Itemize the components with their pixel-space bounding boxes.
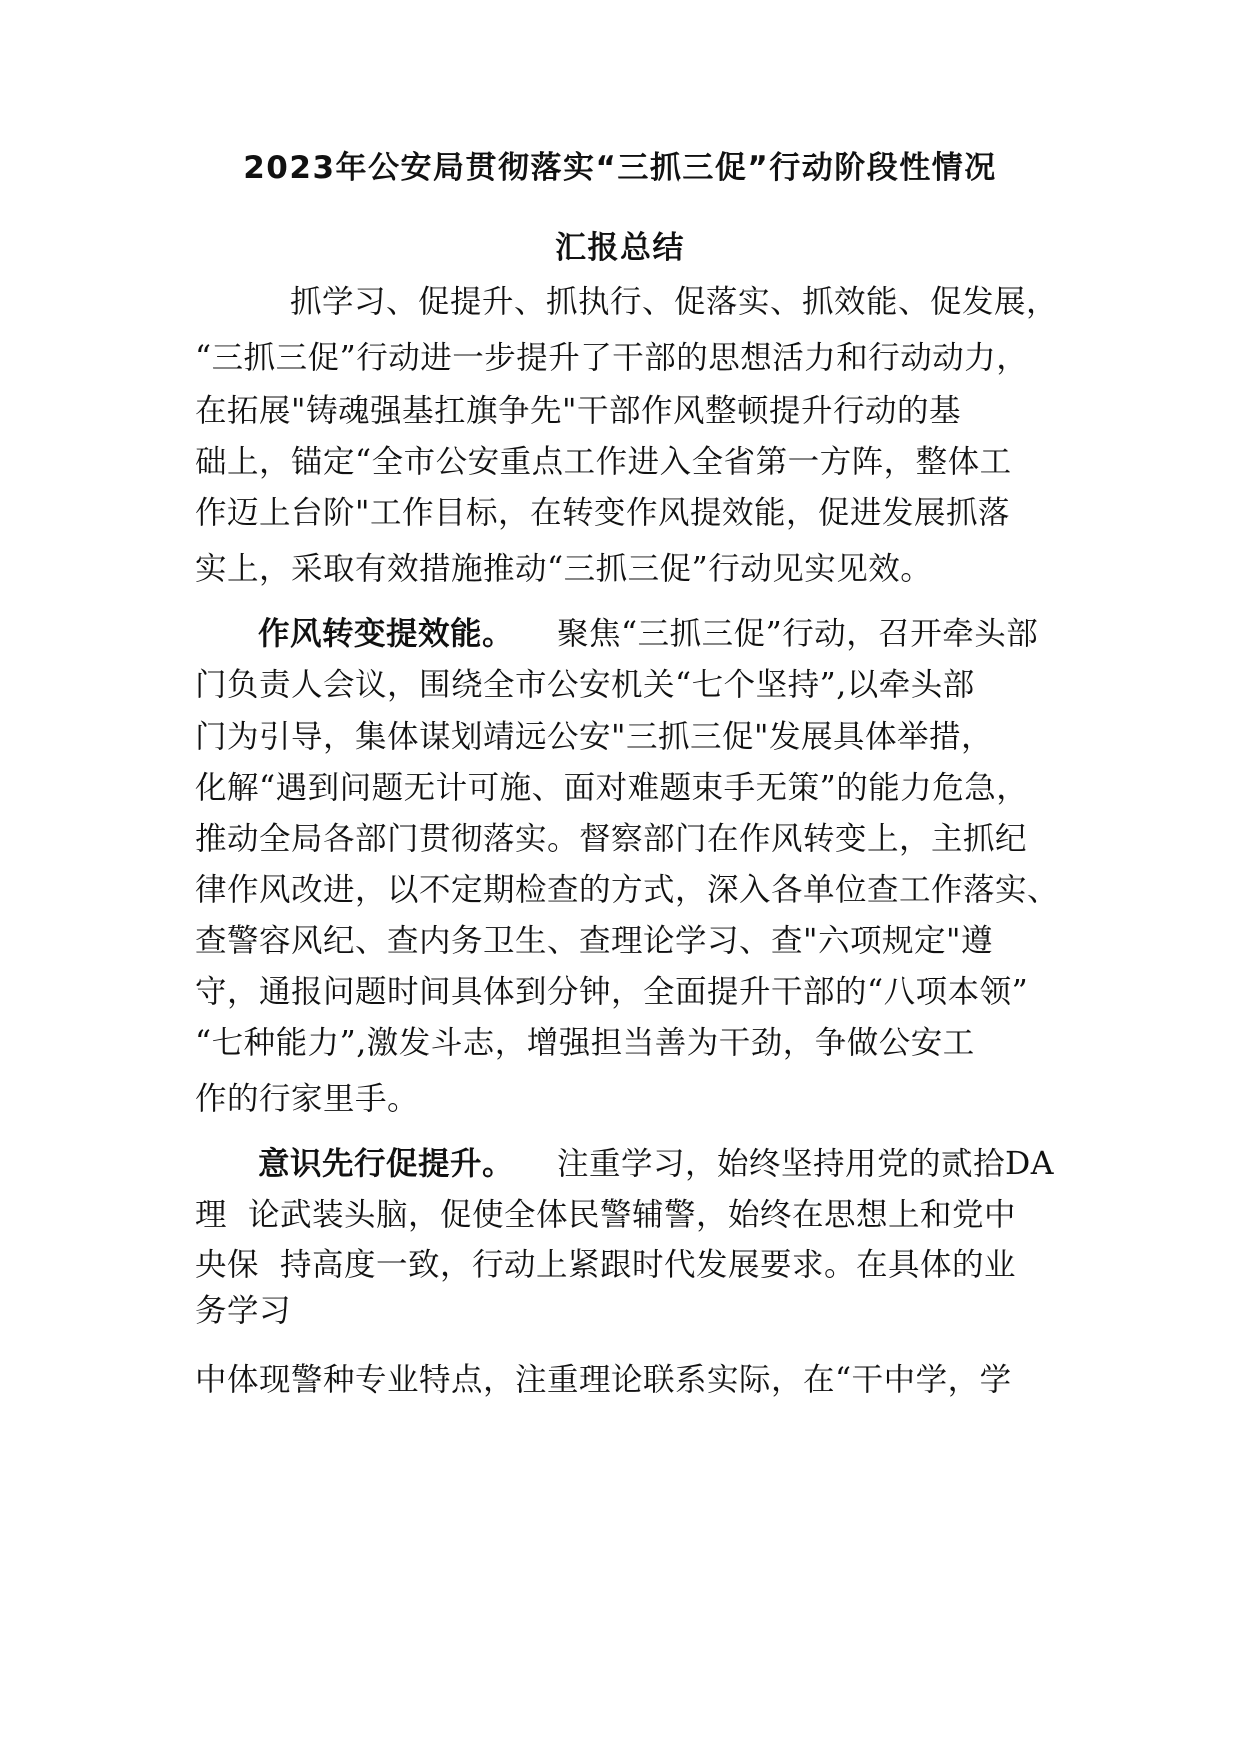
section-2-heading: 意识先行促提升。 bbox=[258, 1146, 515, 1182]
section-1-heading: 作风转变提效能。 bbox=[258, 616, 515, 652]
section-2-line: 央保 持高度一致，行动上紧跟时代发展要求。在具体的业 bbox=[195, 1247, 1017, 1283]
intro-line: 实上，采取有效措施推动“三抓三促”行动见实见效。 bbox=[195, 551, 933, 587]
intro-line: 抓学习、促提升、抓执行、促落实、抓效能、促发展， bbox=[290, 284, 1059, 320]
section-1-line: 守，通报问题时间具体到分钟，全面提升干部的“八项本领” bbox=[195, 974, 1029, 1010]
section-1-line: 门负责人会议，围绕全市公安机关“七个坚持”,以牵头部 bbox=[195, 667, 975, 703]
section-2-line: 务学习 bbox=[195, 1293, 292, 1329]
section-2-line: 理 论武装头脑，促使全体民警辅警，始终在思想上和党中 bbox=[195, 1197, 1017, 1233]
section-1-line: 门为引导，集体谋划靖远公安"三抓三促"发展具体举措， bbox=[195, 719, 993, 755]
intro-line: 在拓展"铸魂强基扛旗争先"干部作风整顿提升行动的基 bbox=[195, 393, 961, 429]
section-2-line: 中体现警种专业特点，注重理论联系实际，在“干中学，学 bbox=[195, 1362, 1012, 1398]
section-1-line: 化解“遇到问题无计可施、面对难题束手无策”的能力危急， bbox=[195, 770, 1029, 806]
section-1-line: 查警容风纪、查内务卫生、查理论学习、查"六项规定"遵 bbox=[195, 923, 993, 959]
section-1-line: 推动全局各部门贯彻落实。督察部门在作风转变上，主抓纪 bbox=[195, 821, 1028, 857]
document-title-line-1: 2023年公安局贯彻落实“三抓三促”行动阶段性情况 bbox=[243, 150, 997, 186]
intro-line: 础上，锚定“全市公安重点工作进入全省第一方阵，整体工 bbox=[195, 444, 1012, 480]
section-1-line: “七种能力”,激发斗志，增强担当善为干劲，争做公安工 bbox=[195, 1025, 975, 1061]
intro-line: “三抓三促”行动进一步提升了干部的思想活力和行动动力， bbox=[195, 340, 1029, 376]
section-1-line: 律作风改进，以不定期检查的方式，深入各单位查工作落实、 bbox=[195, 872, 1060, 908]
section-1-first-line bbox=[258, 609, 1038, 654]
document-title-line-2: 汇报总结 bbox=[555, 230, 685, 266]
section-1-line: 作的行家里手。 bbox=[195, 1081, 420, 1117]
section-1-text: 聚焦“三抓三促”行动，召开牵头部 bbox=[557, 616, 1039, 652]
intro-line: 作迈上台阶"工作目标，在转变作风提效能，促进发展抓落 bbox=[195, 495, 1010, 531]
section-2-text: 注重学习，始终坚持用党的贰拾DA bbox=[557, 1146, 1055, 1182]
section-2-first-line bbox=[258, 1139, 1054, 1184]
